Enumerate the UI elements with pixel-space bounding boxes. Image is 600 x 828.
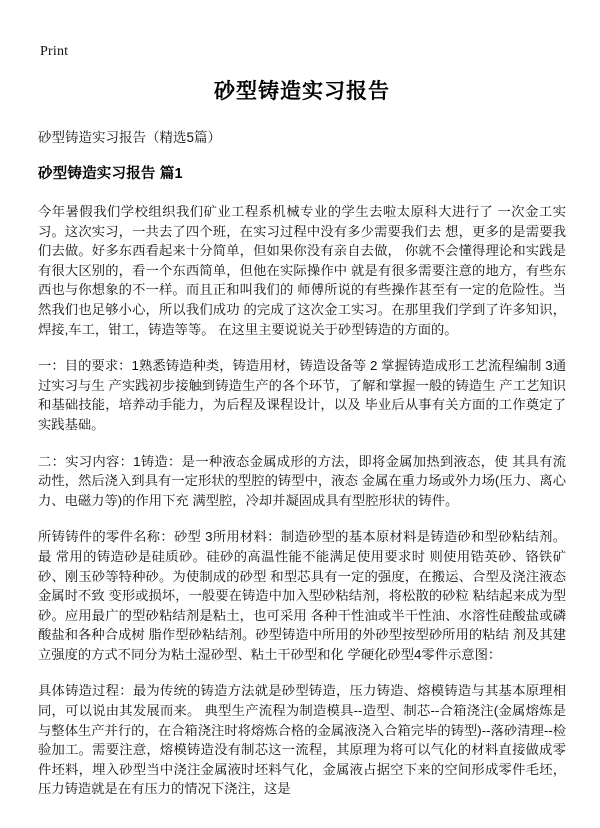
body-paragraph: 所铸铸件的零件名称：砂型 3所用材料：制造砂型的基本原材料是铸造砂和型砂粘结剂。最 常用的铸造砂是硅质砂。硅砂的高温性能不能满足使用要求时 则使用锆英砂、铬铁矿砂、刚玉砂等特种砂。为使制成的砂型 和型芯具有一定的强度，在搬运、合型及浇注液态金属时不致 变形或损坏，一般要在铸造中加入型砂粘结剂，将松散的砂粒 粘结起来成为型砂。应用最广的型砂粘结剂是粘土，也可采用 各种干性油或半干性油、水溶性硅酸盐或磷酸盐和各种合成树 脂作型砂粘结剂。砂型铸造中所用的外砂型按型砂所用的粘结 剂及其建立强度的方式不同分为粘土湿砂型、粘土干砂型和化 学硬化砂型4零件示意图：	[38, 529, 566, 662]
print-label[interactable]: Print	[40, 44, 69, 59]
body-paragraph: 一：目的要求：1熟悉铸造种类，铸造用材，铸造设备等 2 掌握铸造成形工艺流程编制 3通过实习与生 产实践初步接触到铸造生产的各个环节，了解和掌握一般的铸造生 产工艺知识和基础技能，培养动手能力，为后程及课程设计，以及 毕业后从事有关方面的工作奠定了实践基础。	[38, 358, 566, 432]
section-heading: 砂型铸造实习报告 篇1	[38, 166, 183, 182]
body-paragraph: 今年暑假我们学校组织我们矿业工程系机械专业的学生去啦太原科大进行了 一次金工实习。这次实习，一共去了四个班，在实习过程中没有多少需要我们去 想，更多的是需要我们去做。好多东西看起来十分简单，但如果你没有亲自去做， 你就不会懂得理论和实践是有很大区别的，看一个东西简单，但他在实际操作中 就是有很多需要注意的地方，有些东西也与你想象的不一样。而且正和叫我们的 师傅所说的有些操作甚至有一定的危险性。当然我们也足够小心，所以我们成功 的完成了这次金工实习。在那里我们学到了许多知识，焊接,车工，钳工，铸造等等。 在这里主要说说关于砂型铸造的方面的。	[38, 204, 566, 337]
page-title: 砂型铸造实习报告	[214, 80, 390, 103]
body-paragraph: 具体铸造过程：最为传统的铸造方法就是砂型铸造，压力铸造、熔模铸造与其基本原理相同，可以说由其发展而来。 典型生产流程为制造模具--造型、制芯--合箱浇注(金属熔炼是与整体生产并行的，在合箱浇注时将熔炼合格的金属液浇入合箱完毕的铸型)--落砂清理--检验加工。需要注意，熔模铸造没有制芯这一流程，其原理为将可以气化的材料直接做成零件坯料，埋入砂型当中浇注金属液时坯料气化，金属液占据空下来的空间形成零件毛坯，压力铸造就是在有压力的情况下浇注，这是	[38, 683, 566, 797]
body-paragraph: 二：实习内容：1铸造：是一种液态金属成形的方法，即将金属加热到液态，使 其具有流动性，然后浇入到具有一定形状的型腔的铸型中，液态 金属在重力场或外力场(压力、离心力、电磁力等)的作用下充 满型腔，冷却并凝固成具有型腔形状的铸件。	[38, 453, 566, 508]
document-content	[38, 78, 566, 799]
document-subtitle: 砂型铸造实习报告（精选5篇）	[38, 130, 222, 145]
